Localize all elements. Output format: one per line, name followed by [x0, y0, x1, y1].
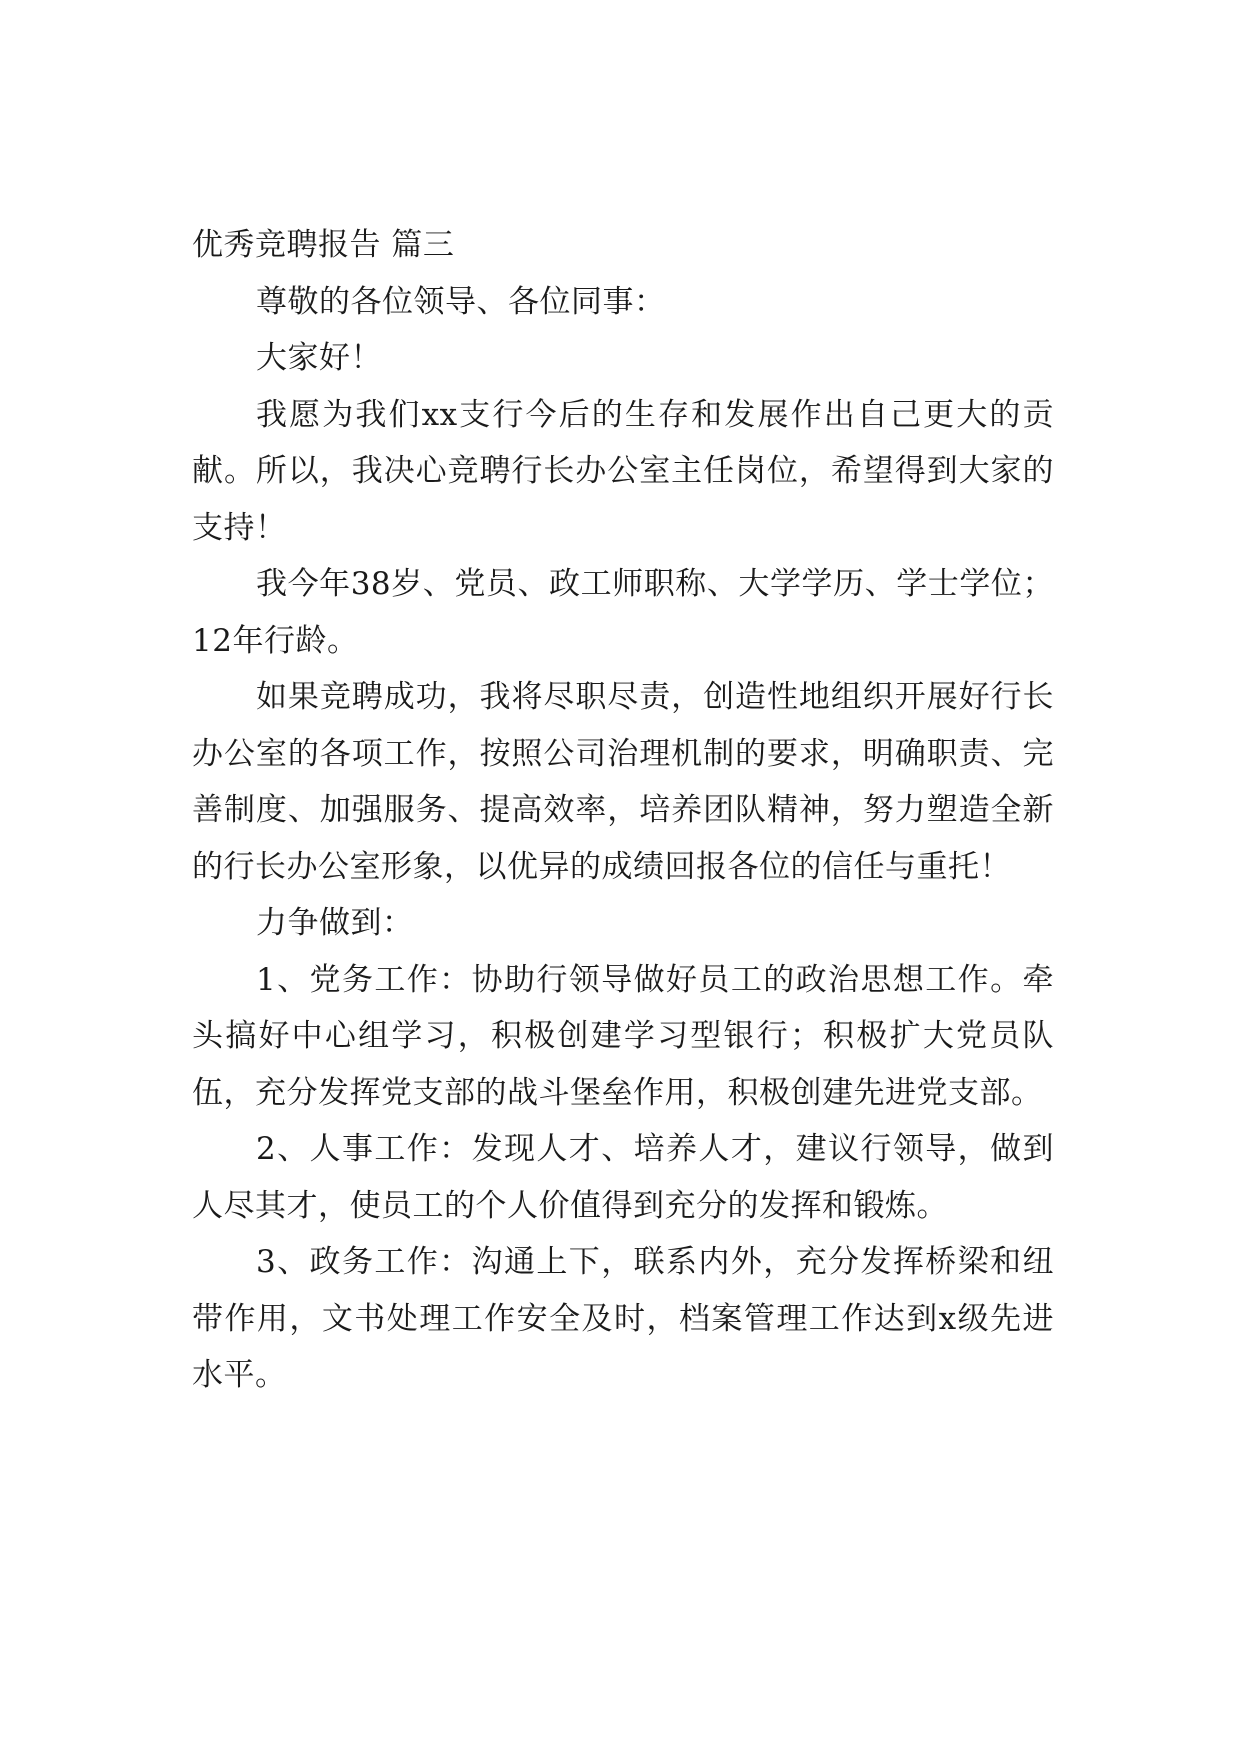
greeting: 大家好！ — [256, 340, 382, 376]
paragraph-administrative-work: 3、政务工作：沟通上下，联系内外，充分发挥桥梁和纽带作用，文书处理工作安全及时，档案管理工作达到x级先进水平。 — [192, 1244, 1054, 1393]
paragraph-goals-intro: 力争做到： — [256, 905, 414, 941]
paragraph-profile: 我今年38岁、党员、政工师职称、大学学历、学士学位；12年行龄。 — [192, 566, 1054, 659]
paragraph-personnel-work: 2、人事工作：发现人才、培养人才，建议行领导，做到人尽其才，使员工的个人价值得到充分的发挥和锻炼。 — [192, 1131, 1054, 1224]
paragraph-intent: 我愿为我们xx支行今后的生存和发展作出自己更大的贡献。所以，我决心竞聘行长办公室主任岗位，希望得到大家的支持！ — [192, 396, 1054, 546]
paragraph-party-work: 1、党务工作：协助行领导做好员工的政治思想工作。牵头搞好中心组学习，积极创建学习型银行；积极扩大党员队伍，充分发挥党支部的战斗堡垒作用，积极创建先进党支部。 — [192, 961, 1054, 1111]
paragraph-commitment: 如果竞聘成功，我将尽职尽责，创造性地组织开展好行长办公室的各项工作，按照公司治理机制的要求，明确职责、完善制度、加强服务、提高效率，培养团队精神，努力塑造全新的行长办公室形象，以优异的成绩回报各位的信任与重托！ — [192, 679, 1054, 885]
document-body — [192, 217, 1054, 1404]
salutation: 尊敬的各位领导、各位同事： — [256, 283, 666, 320]
document-title: 优秀竞聘报告 篇三 — [192, 227, 455, 263]
